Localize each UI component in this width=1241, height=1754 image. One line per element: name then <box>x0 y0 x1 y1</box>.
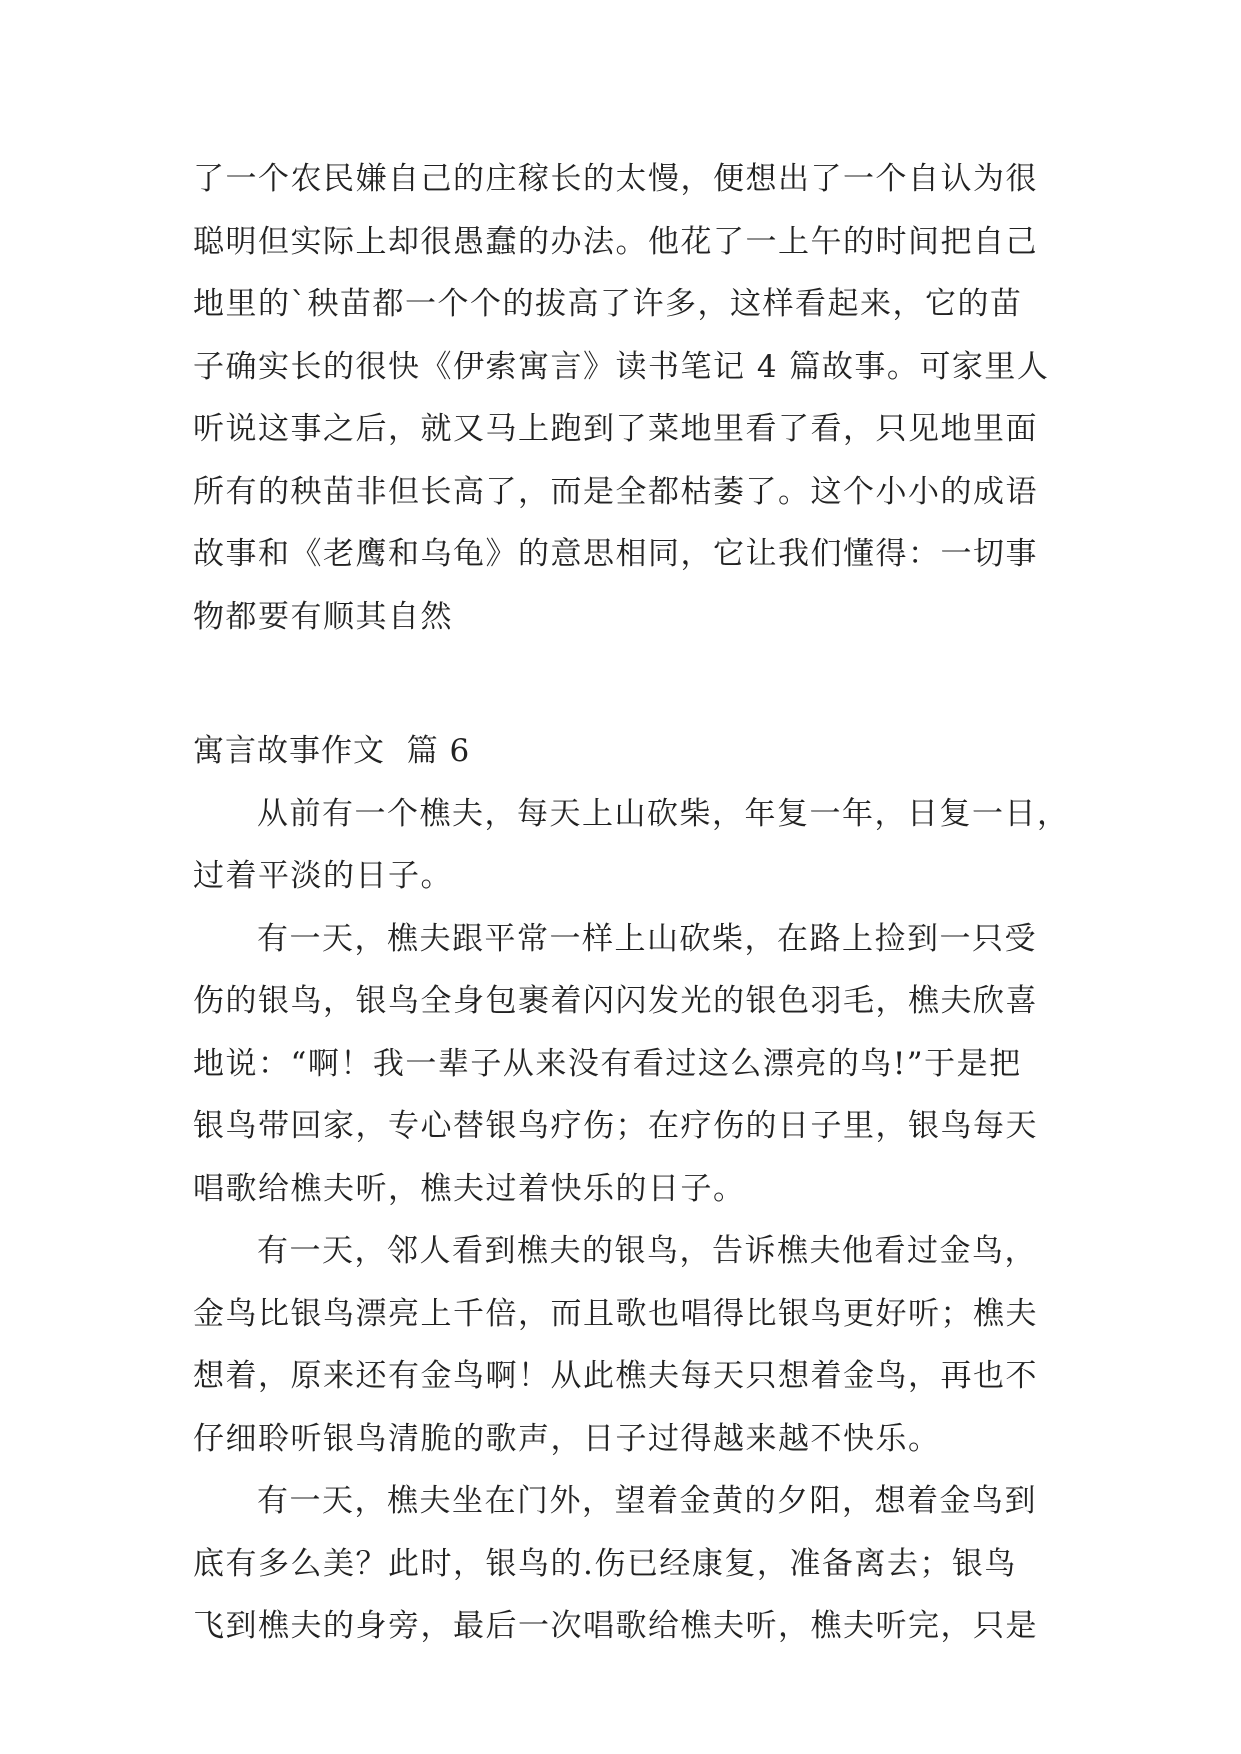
text-line: 听说这事之后，就又马上跑到了菜地里看了看，只见地里面 <box>193 411 1038 447</box>
text-line: 所有的秧苗非但长高了，而是全都枯萎了。这个小小的成语 <box>193 473 1038 510</box>
text-line: 唱歌给樵夫听，樵夫过着快乐的日子。 <box>193 1170 746 1207</box>
document-body <box>193 148 1073 1658</box>
text-line: 子确实长的很快《伊索寓言》读书笔记 4 篇故事。可家里人 <box>193 348 1050 385</box>
story-paragraph <box>193 908 1073 1221</box>
story-paragraph <box>193 1220 1073 1470</box>
text-line: 想着，原来还有金鸟啊！从此樵夫每天只想着金鸟，再也不 <box>193 1358 1038 1394</box>
text-line: 仔细聆听银鸟清脆的歌声，日子过得越来越不快乐。 <box>193 1420 941 1457</box>
text-line: 地里的`秧苗都一个个的拔高了许多，这样看起来，它的苗 <box>193 286 1023 322</box>
story-paragraph <box>193 783 1073 908</box>
text-line: 聪明但实际上却很愚蠢的办法。他花了一上午的时间把自己 <box>193 223 1038 260</box>
section-spacer <box>193 648 1073 720</box>
text-line: 底有多么美？此时，银鸟的.伤已经康复，准备离去；银鸟 <box>193 1545 1017 1582</box>
text-line: 过着平淡的日子。 <box>193 858 453 894</box>
text-line: 伤的银鸟，银鸟全身包裹着闪闪发光的银色羽毛，樵夫欣喜 <box>193 983 1038 1019</box>
text-line: 从前有一个樵夫，每天上山砍柴，年复一年，日复一日， <box>257 795 1070 832</box>
story-paragraph <box>193 1470 1073 1658</box>
text-line: 有一天，樵夫坐在门外，望着金黄的夕阳，想着金鸟到 <box>257 1483 1037 1519</box>
section-heading: 寓言故事作文 篇 6 <box>193 733 471 769</box>
text-line: 有一天，樵夫跟平常一样上山砍柴，在路上捡到一只受 <box>257 920 1037 957</box>
text-line: 金鸟比银鸟漂亮上千倍，而且歌也唱得比银鸟更好听；樵夫 <box>193 1295 1038 1332</box>
text-line: 地说：“啊！我一辈子从来没有看过这么漂亮的鸟!”于是把 <box>193 1045 1022 1082</box>
text-line: 故事和《老鹰和乌龟》的意思相同，它让我们懂得：一切事 <box>193 536 1038 572</box>
text-line: 物都要有顺其自然 <box>193 598 453 635</box>
text-line: 飞到樵夫的身旁，最后一次唱歌给樵夫听，樵夫听完，只是 <box>193 1608 1038 1644</box>
text-line: 了一个农民嫌自己的庄稼长的太慢，便想出了一个自认为很 <box>193 161 1038 197</box>
text-line: 有一天，邻人看到樵夫的银鸟，告诉樵夫他看过金鸟， <box>257 1233 1037 1269</box>
intro-paragraph <box>193 148 1073 648</box>
text-line: 银鸟带回家，专心替银鸟疗伤；在疗伤的日子里，银鸟每天 <box>193 1108 1038 1144</box>
